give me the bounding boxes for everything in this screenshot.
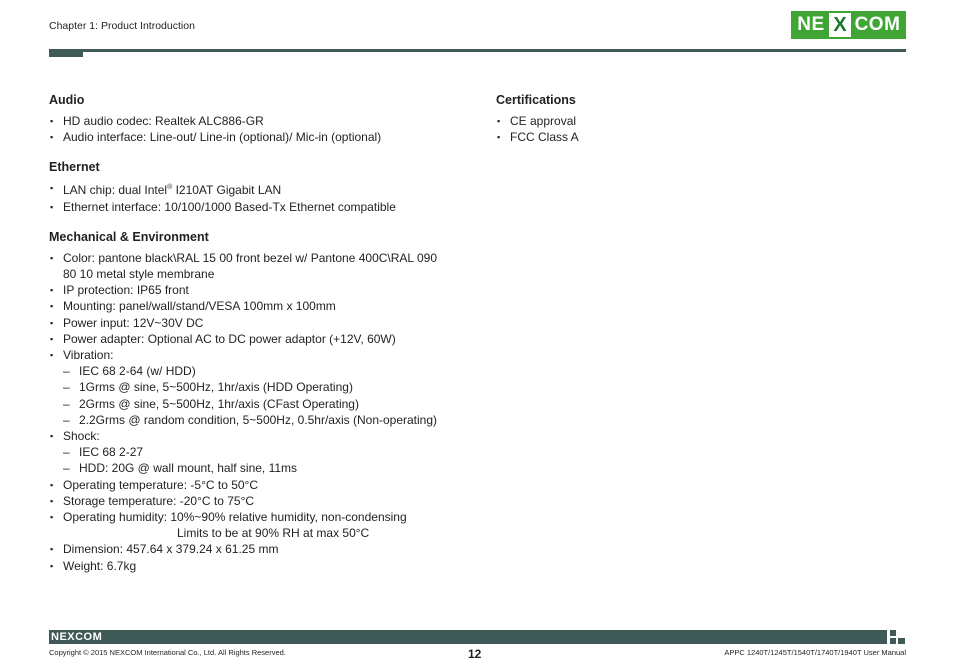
list-item: ▪ Power input: 12V~30V DC bbox=[49, 315, 469, 331]
list-item: ▪ Ethernet interface: 10/100/1000 Based-Tx Ethernet compatible bbox=[49, 199, 469, 215]
list-item bbox=[49, 180, 469, 198]
color-line2: 80 10 metal style membrane bbox=[63, 267, 215, 282]
list-item: ▪ Shock: bbox=[49, 428, 469, 444]
list-item: ▪ Weight: 6.7kg bbox=[49, 558, 469, 574]
certifications-heading: Certifications bbox=[496, 93, 576, 107]
list-item: ▪ FCC Class A bbox=[496, 129, 796, 145]
audio-section bbox=[49, 93, 469, 145]
logo-ne: NE bbox=[793, 13, 829, 37]
chapter-title: Chapter 1: Product Introduction bbox=[49, 20, 195, 32]
list-item: ▪ Mounting: panel/wall/stand/VESA 100mm x 100mm bbox=[49, 298, 469, 314]
logo-x: X bbox=[833, 14, 847, 36]
footer-bar bbox=[49, 630, 887, 644]
list-item bbox=[49, 250, 469, 282]
footer-logo: NEXCOM bbox=[51, 631, 103, 643]
header-divider bbox=[49, 49, 906, 52]
left-column bbox=[49, 93, 469, 589]
audio-list bbox=[49, 113, 469, 145]
list-item: ▪ Dimension: 457.64 x 379.24 x 61.25 mm bbox=[49, 541, 469, 557]
list-item: ▪ Operating temperature: -5°C to 50°C bbox=[49, 477, 469, 493]
ethernet-list bbox=[49, 180, 469, 214]
registered-mark: ® bbox=[167, 184, 173, 192]
list-item: ▪ Power adapter: Optional AC to DC power adaptor (+12V, 60W) bbox=[49, 331, 469, 347]
lan-chip-model: I210AT Gigabit LAN bbox=[172, 183, 282, 198]
sub-list-item: – 2.2Grms @ random condition, 5~500Hz, 0.5hr/axis (Non-operating) bbox=[49, 412, 469, 428]
humidity-line2: Limits to be at 90% RH at max 50°C bbox=[177, 526, 370, 541]
list-item: ▪ IP protection: IP65 front bbox=[49, 282, 469, 298]
certifications-list bbox=[496, 113, 796, 145]
logo-com: COM bbox=[851, 13, 904, 37]
list-item: ▪ Vibration: bbox=[49, 347, 469, 363]
nexcom-logo bbox=[791, 11, 906, 39]
lan-chip-text: LAN chip: dual Intel bbox=[63, 183, 168, 198]
sub-list-item: – HDD: 20G @ wall mount, half sine, 11ms bbox=[49, 460, 469, 476]
ethernet-section bbox=[49, 160, 469, 214]
page-number: 12 bbox=[468, 647, 482, 661]
header-tab-accent bbox=[49, 49, 83, 57]
copyright-text: Copyright © 2015 NEXCOM International Co., Ltd. All Rights Reserved. bbox=[49, 648, 286, 657]
sub-list-item: – 1Grms @ sine, 5~500Hz, 1hr/axis (HDD Operating) bbox=[49, 379, 469, 395]
footer-square-icon bbox=[890, 638, 896, 644]
certifications-section bbox=[496, 93, 796, 145]
sub-list-item: – 2Grms @ sine, 5~500Hz, 1hr/axis (CFast Operating) bbox=[49, 396, 469, 412]
audio-heading: Audio bbox=[49, 93, 85, 107]
humidity-line1: ▪ Operating humidity: 10%~90% relative humidity, non-condensing bbox=[63, 510, 407, 525]
list-item bbox=[49, 509, 469, 541]
ethernet-heading: Ethernet bbox=[49, 160, 100, 175]
right-column bbox=[496, 93, 796, 160]
list-item: ▪ CE approval bbox=[496, 113, 796, 129]
footer-square-icon bbox=[898, 638, 905, 644]
color-line1: ▪ Color: pantone black\RAL 15 00 front bezel w/ Pantone 400C\RAL 090 bbox=[63, 250, 438, 265]
list-item: ▪ HD audio codec: Realtek ALC886-GR bbox=[49, 113, 469, 129]
list-item: ▪ Storage temperature: -20°C to 75°C bbox=[49, 493, 469, 509]
mechanical-section bbox=[49, 230, 469, 574]
footer-square-icon bbox=[890, 630, 896, 636]
sub-list-item: – IEC 68 2-64 (w/ HDD) bbox=[49, 363, 469, 379]
list-item: ▪ Audio interface: Line-out/ Line-in (optional)/ Mic-in (optional) bbox=[49, 129, 469, 145]
mechanical-heading: Mechanical & Environment bbox=[49, 229, 209, 244]
manual-title: APPC 1240T/1245T/1540T/1740T/1940T User Manual bbox=[724, 648, 906, 657]
sub-list-item: – IEC 68 2-27 bbox=[49, 444, 469, 460]
mechanical-list bbox=[49, 250, 469, 574]
